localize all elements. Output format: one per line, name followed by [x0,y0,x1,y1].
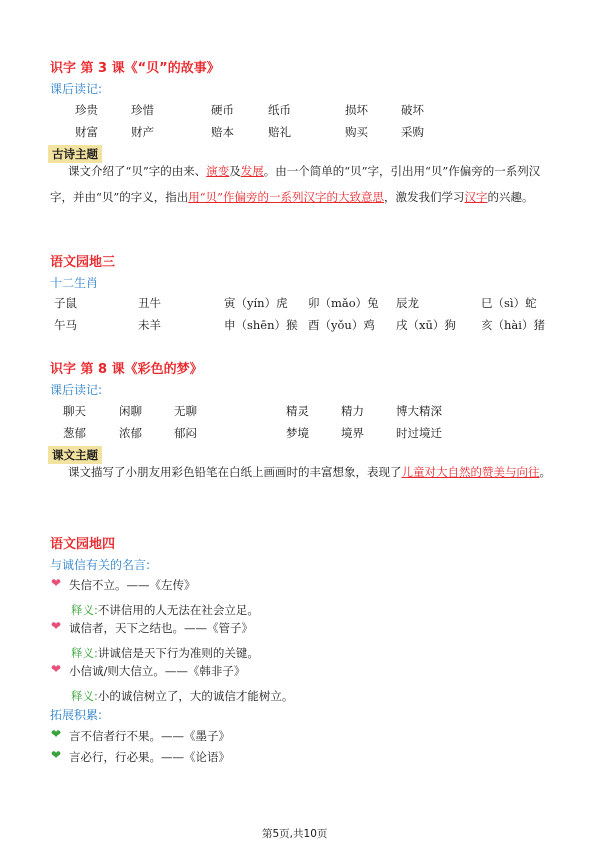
heart-icon: ❤ [51,576,62,590]
heart-icon: ❤ [51,662,62,676]
text-run: 课文介绍了“贝”字的由来、 [68,164,207,178]
vocab-word: 梦境 [286,426,309,440]
heart-icon: ❤ [51,619,62,633]
theme-tag: 课文主题 [48,446,102,464]
quote-line: 诚信者，天下之结也。——《管子》 [69,621,253,635]
zodiac-item: 亥（hài）猪 [481,318,545,332]
highlight-text: 演变 [206,164,230,178]
vocab-word: 时过境迁 [396,426,442,440]
vocab-word: 精灵 [286,404,309,418]
vocab-word: 博大精深 [396,404,442,418]
zodiac-item: 巳（sì）蛇 [481,296,537,310]
page-number: 第5页,共10页 [262,828,328,840]
vocab-word: 闲聊 [119,404,142,418]
highlight-text: 用“贝”作偏旁的一系列汉字的大致意思 [188,190,385,204]
quote-line: 失信不立。——《左传》 [69,578,196,592]
vocab-word: 购买 [345,125,368,139]
zodiac-item: 戌（xū）狗 [396,318,456,332]
gloss-text: 讲诚信是天下行为准则的关键。 [97,646,259,660]
zodiac-item: 午马 [54,318,77,332]
vocab-word: 破坏 [401,103,424,117]
quote-line: 小信诚/则大信立。——《韩非子》 [69,664,246,678]
vocab-word: 珍惜 [131,103,154,117]
section-subtitle-quotes: 与诚信有关的名言: [50,558,151,572]
gloss-line [71,642,259,661]
text-run: 一系列汉字，并由“贝”的字义，指出 [50,164,541,204]
theme-paragraph [50,158,560,210]
vocab-word: 珍贵 [75,103,98,117]
gloss-text: 不讲信用的人无法在社会立足。 [97,603,259,617]
quote-line: 言必行，行必果。——《论语》 [69,750,230,764]
gloss-text: 小的诚信树立了，大的诚信才能树立。 [97,689,294,703]
section-title-lesson3: 识字 第 3 课《“贝”的故事》 [50,61,220,76]
vocab-word: 无聊 [174,404,197,418]
highlight-text: 儿童对大自然的赞美与向 [401,465,528,479]
vocab-word: 纸币 [268,103,291,117]
zodiac-item: 辰龙 [396,296,419,310]
theme-paragraph [50,459,560,485]
heart-icon: ❤ [51,727,62,741]
section-title-garden4: 语文园地四 [50,537,116,552]
vocab-word: 赔礼 [268,125,291,139]
highlight-text: 汉字 [464,190,488,204]
zodiac-item: 酉（yǒu）鸡 [308,318,375,332]
vocab-word: 郁闷 [174,426,197,440]
vocab-word: 境界 [341,426,364,440]
vocab-word: 损坏 [345,103,368,117]
zodiac-item: 未羊 [138,318,161,332]
heart-icon: ❤ [51,748,62,762]
vocab-word: 浓郁 [119,426,142,440]
vocab-word: 赔本 [211,125,234,139]
theme-tag: 古诗主题 [48,145,102,163]
quote-line: 言不信者行不果。——《墨子》 [69,729,230,743]
vocab-word: 精力 [341,404,364,418]
vocab-word: 聊天 [63,404,86,418]
text-run: 及 [229,164,241,178]
text-run: ，激发我们学 [384,190,454,204]
zodiac-item: 丑牛 [138,296,161,310]
gloss-line [71,685,293,704]
section-title-lesson8: 识字 第 8 课《彩色的梦》 [50,362,203,377]
text-run: 的兴趣。 [487,190,534,204]
text-run: 。由一个简单的“贝”字，引出用“贝”作偏旁的 [263,164,495,178]
text-run: 习 [453,190,465,204]
zodiac-item: 申（shēn）猴 [224,318,298,332]
highlight-text: 往 [528,465,540,479]
gloss-line [71,599,259,618]
text-run: 。 [539,465,551,479]
zodiac-item: 寅（yín）虎 [224,296,288,310]
highlight-text: 发展 [240,164,264,178]
text-run: 课文描写了小朋友用彩色铅笔在白纸上画画时的丰富想象，表现了 [68,465,402,479]
section-subtitle-reading: 课后读记: [50,383,103,397]
section-subtitle-extension: 拓展积累: [50,708,103,722]
zodiac-item: 卯（mǎo）兔 [308,296,379,310]
section-subtitle-reading: 课后读记: [50,82,103,96]
vocab-word: 硬币 [211,103,234,117]
vocab-word: 财富 [75,125,98,139]
vocab-word: 财产 [131,125,154,139]
gloss-label: 释义: [71,689,98,703]
gloss-label: 释义: [71,646,98,660]
section-title-garden3: 语文园地三 [50,255,116,270]
section-subtitle-zodiac: 十二生肖 [50,276,99,290]
gloss-label: 释义: [71,603,98,617]
vocab-word: 采购 [401,125,424,139]
zodiac-item: 子鼠 [54,296,77,310]
vocab-word: 葱郁 [63,426,86,440]
